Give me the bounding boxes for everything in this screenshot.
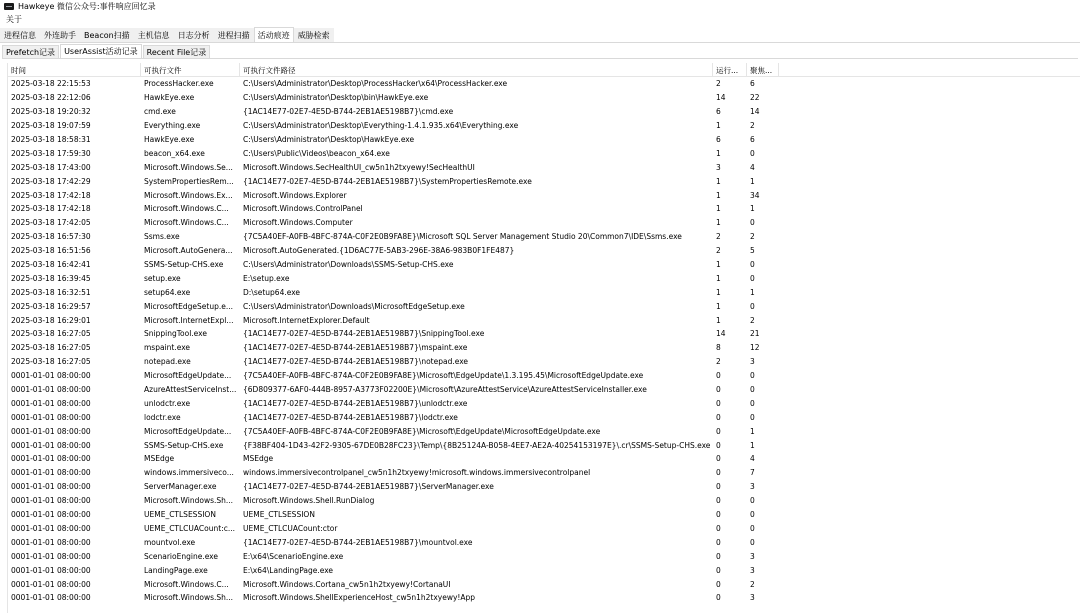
cell-focus-count: 0 [750,537,755,547]
cell-executable: Microsoft.Windows.Sh... [144,496,234,506]
cell-path: C:\Users\Administrator\Desktop\bin\HawkEye.exe [243,93,429,103]
table-row[interactable] [8,244,1080,258]
cell-run-count: 1 [716,190,721,200]
cell-run-count: 0 [716,468,721,478]
cell-time: 2025-03-18 16:32:51 [11,287,91,297]
cell-path: Microsoft.InternetExplorer.Default [243,315,370,325]
table-row[interactable] [8,410,1080,424]
cell-time: 2025-03-18 22:12:06 [11,93,91,103]
cell-time: 0001-01-01 08:00:00 [11,593,91,603]
table-row[interactable] [8,230,1080,244]
cell-time: 2025-03-18 17:42:18 [11,204,91,214]
cell-executable: cmd.exe [144,107,176,117]
cell-time: 2025-03-18 16:27:05 [11,343,91,353]
cell-executable: UEME_CTLCUACount:c... [144,523,235,533]
cell-focus-count: 3 [750,565,755,575]
cell-focus-count: 12 [750,343,760,353]
table-row[interactable] [8,549,1080,563]
cell-run-count: 14 [716,93,726,103]
cell-run-count: 0 [716,510,721,520]
sub-tabs [2,45,1078,59]
table-row[interactable] [8,188,1080,202]
table-row[interactable] [8,522,1080,536]
cell-executable: LandingPage.exe [144,565,208,575]
cell-time: 0001-01-01 08:00:00 [11,426,91,436]
table-row[interactable] [8,77,1080,91]
cell-executable: mountvol.exe [144,537,196,547]
table-row[interactable] [8,327,1080,341]
cell-time: 0001-01-01 08:00:00 [11,496,91,506]
menu-bar [0,13,1080,26]
table-row[interactable] [8,355,1080,369]
cell-executable: HawkEye.exe [144,93,195,103]
table-row[interactable] [8,466,1080,480]
cell-run-count: 1 [716,287,721,297]
cell-time: 2025-03-18 16:57:30 [11,232,91,242]
tab-0[interactable]: 进程信息 [0,28,40,42]
cell-focus-count: 1 [750,287,755,297]
cell-path: E:\setup.exe [243,273,290,283]
cell-path: {1AC14E77-02E7-4E5D-B744-2EB1AE5198B7}\mountvol.exe [243,537,473,547]
cell-executable: SSMS-Setup-CHS.exe [144,260,224,270]
cell-focus-count: 0 [750,218,755,228]
table-row[interactable] [8,313,1080,327]
table-row[interactable] [8,202,1080,216]
tab-6[interactable]: 活动痕迹 [254,27,294,42]
cell-run-count: 2 [716,357,721,367]
cell-focus-count: 22 [750,93,760,103]
cell-run-count: 1 [716,204,721,214]
app-icon [4,3,14,10]
cell-path: {1AC14E77-02E7-4E5D-B744-2EB1AE5198B7}\lodctr.exe [243,412,458,422]
cell-path: {1AC14E77-02E7-4E5D-B744-2EB1AE5198B7}\SnippingTool.exe [243,329,485,339]
table-row[interactable] [8,494,1080,508]
cell-executable: ScenarioEngine.exe [144,551,218,561]
cell-run-count: 0 [716,482,721,492]
cell-time: 0001-01-01 08:00:00 [11,385,91,395]
tab-7[interactable]: 威胁检索 [294,28,334,42]
tab-4[interactable]: 日志分析 [174,28,214,42]
cell-executable: MSEdge [144,454,175,464]
cell-executable: Microsoft.Windows.C... [144,579,229,589]
table-body [8,77,1080,605]
table-row[interactable] [8,424,1080,438]
cell-focus-count: 34 [750,190,760,200]
cell-run-count: 6 [716,107,721,117]
cell-run-count: 0 [716,496,721,506]
table-row[interactable] [8,258,1080,272]
column-header-focus-count[interactable]: 聚焦... [747,63,779,77]
cell-focus-count: 0 [750,301,755,311]
cell-executable: windows.immersiveco... [144,468,234,478]
userassist-table[interactable] [7,63,1080,613]
cell-executable: ServerManager.exe [144,482,217,492]
cell-focus-count: 2 [750,579,755,589]
cell-run-count: 1 [716,301,721,311]
cell-run-count: 6 [716,135,721,144]
table-row[interactable] [8,480,1080,494]
cell-path: {7C5A40EF-A0FB-4BFC-874A-C0F2E0B9FA8E}\Microsoft\EdgeUpdate\MicrosoftEdgeUpdate.exe [243,426,601,436]
table-row[interactable] [8,341,1080,355]
cell-focus-count: 3 [750,482,755,492]
cell-path: C:\Users\Administrator\Desktop\HawkEye.exe [243,135,415,144]
cell-time: 2025-03-18 16:27:05 [11,329,91,339]
table-row[interactable] [8,285,1080,299]
cell-time: 2025-03-18 17:42:29 [11,176,91,186]
cell-run-count: 1 [716,273,721,283]
cell-executable: Ssms.exe [144,232,180,242]
cell-focus-count: 21 [750,329,760,339]
cell-focus-count: 4 [750,162,755,172]
cell-time: 0001-01-01 08:00:00 [11,468,91,478]
cell-executable: SnippingTool.exe [144,329,207,339]
cell-focus-count: 3 [750,551,755,561]
cell-executable: lodctr.exe [144,412,181,422]
cell-time: 0001-01-01 08:00:00 [11,510,91,520]
cell-path: {1AC14E77-02E7-4E5D-B744-2EB1AE5198B7}\unlodctr.exe [243,398,468,408]
cell-run-count: 14 [716,329,726,339]
cell-time: 0001-01-01 08:00:00 [11,551,91,561]
cell-path: {1AC14E77-02E7-4E5D-B744-2EB1AE5198B7}\SystemPropertiesRemote.exe [243,176,532,186]
cell-focus-count: 0 [750,148,755,158]
cell-time: 0001-01-01 08:00:00 [11,482,91,492]
table-row[interactable] [8,160,1080,174]
cell-executable: MicrosoftEdgeUpdate... [144,426,232,436]
cell-run-count: 0 [716,593,721,603]
tab-2[interactable]: Beacon扫描 [80,28,134,42]
subtab-2[interactable]: Recent File记录 [143,45,211,58]
cell-time: 0001-01-01 08:00:00 [11,537,91,547]
cell-run-count: 0 [716,579,721,589]
cell-executable: mspaint.exe [144,343,191,353]
cell-focus-count: 0 [750,496,755,506]
cell-focus-count: 7 [750,468,755,478]
cell-focus-count: 2 [750,121,755,131]
cell-time: 2025-03-18 19:07:59 [11,121,91,131]
cell-executable: SSMS-Setup-CHS.exe [144,440,224,450]
table-row[interactable] [8,535,1080,549]
cell-path: {1AC14E77-02E7-4E5D-B744-2EB1AE5198B7}\notepad.exe [243,357,469,367]
cell-time: 2025-03-18 16:42:41 [11,260,91,270]
cell-time: 2025-03-18 16:29:01 [11,315,91,325]
cell-path: E:\x64\LandingPage.exe [243,565,334,575]
cell-focus-count: 14 [750,107,760,117]
cell-executable: Everything.exe [144,121,201,131]
table-row[interactable] [8,508,1080,522]
cell-run-count: 1 [716,121,721,131]
cell-focus-count: 0 [750,260,755,270]
table-row[interactable] [8,299,1080,313]
cell-executable: beacon_x64.exe [144,148,205,158]
cell-executable: setup64.exe [144,287,191,297]
cell-focus-count: 4 [750,454,755,464]
cell-run-count: 1 [716,176,721,186]
cell-time: 2025-03-18 22:15:53 [11,79,91,89]
table-row[interactable] [8,174,1080,188]
cell-executable: Microsoft.AutoGenera... [144,246,233,256]
title-bar [0,0,1080,13]
cell-path: windows.immersivecontrolpanel_cw5n1h2txyewy!microsoft.windows.immersivecontrolpanel [243,468,591,478]
cell-time: 2025-03-18 17:59:30 [11,148,91,158]
cell-run-count: 3 [716,162,721,172]
column-header-run-count[interactable]: 运行... [713,63,747,77]
table-header [8,63,1080,77]
cell-run-count: 2 [716,79,721,89]
cell-time: 2025-03-18 19:20:32 [11,107,91,117]
cell-path: {1AC14E77-02E7-4E5D-B744-2EB1AE5198B7}\cmd.exe [243,107,454,117]
cell-time: 2025-03-18 16:29:57 [11,301,91,311]
subtab-1[interactable]: UserAssist活动记录 [60,44,142,58]
cell-focus-count: 1 [750,426,755,436]
cell-executable: unlodctr.exe [144,398,191,408]
table-row[interactable] [8,119,1080,133]
table-row[interactable] [8,438,1080,452]
cell-time: 0001-01-01 08:00:00 [11,579,91,589]
cell-run-count: 0 [716,551,721,561]
cell-path: C:\Users\Administrator\Downloads\MicrosoftEdgeSetup.exe [243,301,465,311]
table-row[interactable] [8,452,1080,466]
cell-focus-count: 1 [750,440,755,450]
cell-run-count: 2 [716,232,721,242]
cell-path: Microsoft.Windows.Shell.RunDialog [243,496,375,506]
cell-executable: Microsoft.Windows.Se... [144,162,233,172]
cell-path: {7C5A40EF-A0FB-4BFC-874A-C0F2E0B9FA8E}\Microsoft SQL Server Management Studio 20\Common7\IDE\Ssms.exe [243,232,682,242]
cell-focus-count: 0 [750,385,755,395]
cell-run-count: 0 [716,454,721,464]
cell-focus-count: 0 [750,523,755,533]
cell-run-count: 0 [716,523,721,533]
cell-focus-count: 1 [750,176,755,186]
cell-focus-count: 6 [750,79,755,89]
cell-focus-count: 3 [750,593,755,603]
cell-time: 2025-03-18 16:39:45 [11,273,91,283]
cell-path: {7C5A40EF-A0FB-4BFC-874A-C0F2E0B9FA8E}\Microsoft\EdgeUpdate\1.3.195.45\MicrosoftEdgeUpdate.exe [243,371,644,381]
cell-path: UEME_CTLCUACount:ctor [243,523,338,533]
cell-time: 0001-01-01 08:00:00 [11,371,91,381]
cell-path: C:\Users\Administrator\Desktop\Everything-1.4.1.935.x64\Everything.exe [243,121,519,131]
table-row[interactable] [8,216,1080,230]
cell-run-count: 2 [716,246,721,256]
cell-executable: notepad.exe [144,357,191,367]
cell-run-count: 8 [716,343,721,353]
cell-run-count: 0 [716,565,721,575]
table-row[interactable] [8,105,1080,119]
cell-focus-count: 0 [750,412,755,422]
cell-run-count: 0 [716,426,721,436]
column-header-path[interactable]: 可执行文件路径 [240,63,713,77]
cell-path: UEME_CTLSESSION [243,510,315,520]
cell-time: 2025-03-18 16:51:56 [11,246,91,256]
cell-path: {F38BF404-1D43-42F2-9305-67DE0B28FC23}\Temp\{8B25124A-B058-4EE7-AE2A-40254153197E}\.cr\SSMS-Setup-CHS.exe [243,440,711,450]
cell-executable: MicrosoftEdgeUpdate... [144,371,232,381]
window-title: Hawkeye 微信公众号:事件响应回忆录 [18,2,156,11]
tab-3[interactable]: 主机信息 [134,28,174,42]
cell-run-count: 0 [716,371,721,381]
cell-path: MSEdge [243,454,274,464]
cell-executable: ProcessHacker.exe [144,79,214,89]
main-tabs [0,28,1080,43]
cell-run-count: 1 [716,218,721,228]
cell-path: C:\Users\Administrator\Desktop\ProcessHacker\x64\ProcessHacker.exe [243,79,508,89]
cell-executable: MicrosoftEdgeSetup.e... [144,301,233,311]
cell-executable: AzureAttestServiceInst... [144,385,237,395]
cell-time: 0001-01-01 08:00:00 [11,398,91,408]
cell-focus-count: 0 [750,510,755,520]
cell-path: C:\Users\Public\Videos\beacon_x64.exe [243,148,390,158]
cell-executable: setup.exe [144,273,181,283]
cell-executable: Microsoft.Windows.Sh... [144,593,234,603]
cell-focus-count: 3 [750,357,755,367]
cell-focus-count: 6 [750,135,755,144]
cell-time: 2025-03-18 17:42:05 [11,218,91,228]
cell-run-count: 1 [716,260,721,270]
table-row[interactable] [8,369,1080,383]
cell-focus-count: 5 [750,246,755,256]
tab-1[interactable]: 外连助手 [40,28,80,42]
cell-focus-count: 2 [750,232,755,242]
column-header-time[interactable]: 时间 [8,63,141,77]
cell-executable: Microsoft.Windows.C... [144,218,229,228]
cell-path: Microsoft.Windows.SecHealthUI_cw5n1h2txyewy!SecHealthUI [243,162,475,172]
cell-executable: SystemPropertiesRem... [144,176,234,186]
table-row[interactable] [8,591,1080,605]
table-row[interactable] [8,133,1080,147]
cell-executable: UEME_CTLSESSION [144,510,216,520]
cell-path: {1AC14E77-02E7-4E5D-B744-2EB1AE5198B7}\ServerManager.exe [243,482,494,492]
cell-time: 0001-01-01 08:00:00 [11,523,91,533]
cell-executable: Microsoft.Windows.C... [144,204,229,214]
cell-path: Microsoft.Windows.ControlPanel [243,204,363,214]
cell-path: Microsoft.AutoGenerated.{1D6AC77E-5AB3-296E-38A6-983B0F1FE487} [243,246,515,256]
table-row[interactable] [8,396,1080,410]
cell-path: Microsoft.Windows.Computer [243,218,353,228]
cell-path: C:\Users\Administrator\Downloads\SSMS-Setup-CHS.exe [243,260,454,270]
cell-focus-count: 0 [750,273,755,283]
table-row[interactable] [8,577,1080,591]
cell-focus-count: 0 [750,398,755,408]
table-row[interactable] [8,271,1080,285]
cell-run-count: 1 [716,315,721,325]
cell-path: D:\setup64.exe [243,287,301,297]
cell-time: 0001-01-01 08:00:00 [11,440,91,450]
cell-executable: Microsoft.InternetExpl... [144,315,234,325]
cell-time: 0001-01-01 08:00:00 [11,454,91,464]
subtab-0[interactable]: Prefetch记录 [2,45,59,58]
table-row[interactable] [8,91,1080,105]
cell-run-count: 1 [716,148,721,158]
cell-path: {1AC14E77-02E7-4E5D-B744-2EB1AE5198B7}\mspaint.exe [243,343,468,353]
table-row[interactable] [8,383,1080,397]
cell-run-count: 0 [716,398,721,408]
menu-about[interactable]: 关于 [6,15,22,24]
cell-path: {6D809377-6AF0-444B-8957-A3773F02200E}\Microsoft\AzureAttestService\AzureAttestServiceInstaller.exe [243,385,647,395]
cell-time: 0001-01-01 08:00:00 [11,565,91,575]
cell-time: 2025-03-18 18:58:31 [11,135,91,144]
cell-focus-count: 1 [750,204,755,214]
cell-time: 2025-03-18 17:42:18 [11,190,91,200]
column-header-filler [779,63,1080,77]
cell-executable: Microsoft.Windows.Ex... [144,190,233,200]
table-row[interactable] [8,563,1080,577]
tab-5[interactable]: 进程扫描 [214,28,254,42]
cell-path: E:\x64\ScenarioEngine.exe [243,551,344,561]
cell-run-count: 0 [716,412,721,422]
column-header-executable[interactable]: 可执行文件 [141,63,240,77]
cell-path: Microsoft.Windows.Explorer [243,190,347,200]
cell-run-count: 0 [716,440,721,450]
cell-path: Microsoft.Windows.ShellExperienceHost_cw5n1h2txyewy!App [243,593,476,603]
table-row[interactable] [8,146,1080,160]
cell-focus-count: 2 [750,315,755,325]
cell-executable: HawkEye.exe [144,135,195,144]
cell-time: 2025-03-18 17:43:00 [11,162,91,172]
cell-run-count: 0 [716,537,721,547]
cell-path: Microsoft.Windows.Cortana_cw5n1h2txyewy!CortanaUI [243,579,451,589]
cell-time: 2025-03-18 16:27:05 [11,357,91,367]
cell-time: 0001-01-01 08:00:00 [11,412,91,422]
cell-focus-count: 0 [750,371,755,381]
cell-run-count: 0 [716,385,721,395]
